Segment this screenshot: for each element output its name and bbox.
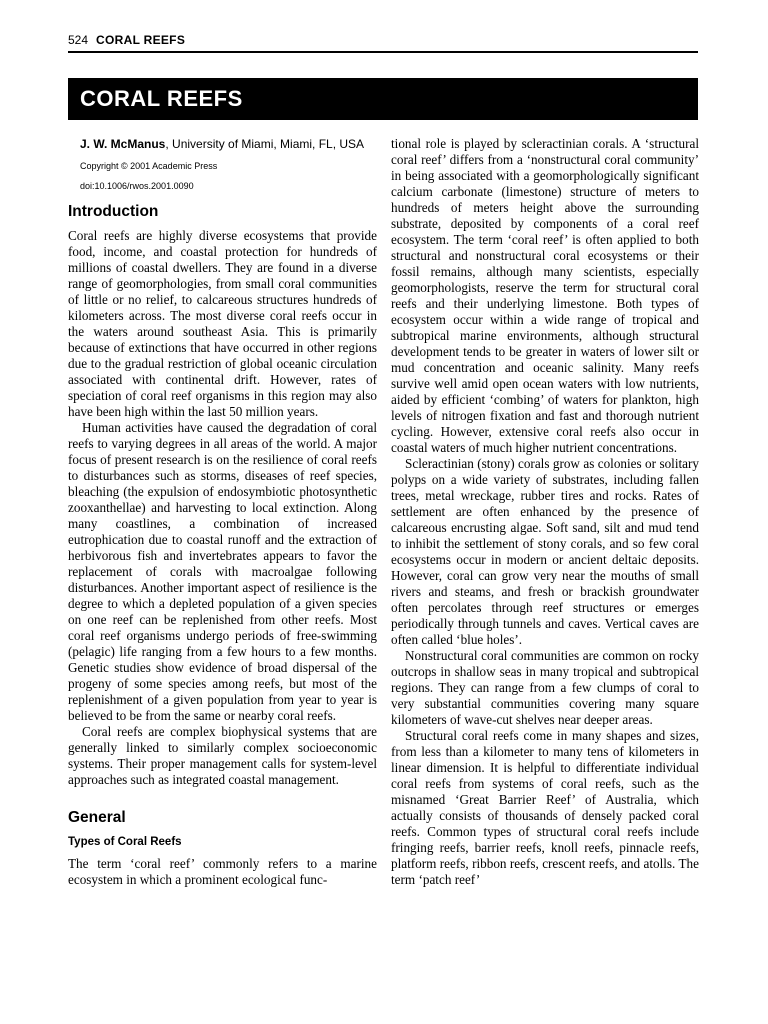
intro-paragraph: Human activities have caused the degradation of coral reefs to varying degrees in all areas of the world. A major focus of present research is on the resilience of coral reefs to disturbances such as storms, diseases of reef species, bleaching (the expulsion of endosymbiotic photosynthetic zooxanthellae) and harvesting to local extinction. Along many coastlines, a combination of increased eutrophication due to coastal runoff and the extraction of herbivorous fish and invertebrates appears to favor the replacement of corals with macroalgae following disturbances. Another important aspect of resilience is the degree to which a depleted population of a given species on one reef can be replenished from other reefs. Most coral reef organisms undergo periods of free-swimming (pelagic) life ranging from a few hours to a few months. Genetic studies show evidence of broad dispersal of the progeny of some species among reefs, but most of the replenishment of a given population from year to year is believed to be from the same or nearby coral reefs. xyxy=(68,420,377,723)
intro-paragraph: Coral reefs are highly diverse ecosystems that provide food, income, and coastal protection for hundreds of millions of coastal dwellers. They are found in a diverse range of geomorphologies, from small coral communities of little or no relief, to calcareous structures hundreds of kilometers across. The most diverse coral reefs occur in the waters around southeast Asia. This is primarily because of extinctions that have occurred in other regions due to the gradual restriction of global oceanic circulation associated with continental drift. However, rates of speciation of coral reef organisms in this region may also have been high within the last 50 million years. xyxy=(68,228,377,419)
general-paragraph: Structural coral reefs come in many shapes and sizes, from less than a kilometer to many tens of kilometers in linear dimension. It is helpful to differentiate individual coral reefs from systems of coral reefs, such as the misnamed ‘Great Barrier Reef’ of Australia, which actually consists of thousands of densely packed coral reefs. Common types of structural coral reefs include fringing reefs, barrier reefs, knoll reefs, pinnacle reefs, platform reefs, ribbon reefs, crescent reefs, and atolls. The term ‘patch reef’ xyxy=(391,728,699,887)
intro-paragraph: Coral reefs are complex biophysical systems that are generally linked to similarly complex socioeconomic systems. Their proper management calls for system-level approaches such as integrated coastal management. xyxy=(68,724,377,787)
right-column xyxy=(391,136,699,888)
general-paragraph: Nonstructural coral communities are common on rocky outcrops in shallow seas in many tropical and subtropical regions. They can range from a few clumps of coral to very substantial communities covering many square kilometers of wave-cut shelves near deeper areas. xyxy=(391,648,699,727)
header-rule xyxy=(68,51,698,53)
running-title: CORAL REEFS xyxy=(96,33,186,47)
doi-line: doi:10.1006/rwos.2001.0090 xyxy=(80,181,194,191)
copyright-line: Copyright © 2001 Academic Press xyxy=(80,161,218,171)
author-line xyxy=(80,136,377,152)
left-column xyxy=(68,136,377,888)
page-number: 524 xyxy=(68,33,89,47)
section-heading-introduction: Introduction xyxy=(68,203,159,220)
author-affiliation: , University of Miami, Miami, FL, USA xyxy=(165,137,365,151)
section-heading-general: General xyxy=(68,809,126,826)
general-paragraph: Scleractinian (stony) corals grow as colonies or solitary polyps on a wide variety of substrates, including fallen trees, metal wreckage, rubber tires and rocks. Rates of settlement are often enhanced by the presence of calcareous encrusting algae. Soft sand, silt and mud tend to inhibit the settlement of stony corals, and so few coral ecosystems occur in modern or ancient deltaic deposits. However, coral can grow very near the mouths of small rivers and steams, and fresh or brackish groundwater often percolates through reef structures or emerges periodically through tunnels and caves. Vertical caves are often called ‘blue holes’. xyxy=(391,456,699,647)
general-paragraph: The term ‘coral reef’ commonly refers to a marine ecosystem in which a prominent ecological func- xyxy=(68,856,377,887)
article-title-banner xyxy=(68,78,698,120)
general-paragraph: tional role is played by scleractinian corals. A ‘structural coral reef’ differs from a ‘nonstructural coral community’ in being associated with a geomorphologically significant calcium carbonate (limestone) structure of meters to hundreds of meters height above the surrounding substrate, deposited by components of a coral reef ecosystem. The term ‘coral reef’ is often applied to both structural and nonstructural coral ecosystems or their fossil remains, although many scientists, especially geomorphologists, reserve the term for structural coral reefs and their underlying limestone. Both types of ecosystem occur within a wide range of tropical and subtropical marine environments, although structural development tends to be greater in waters of lower silt or mud concentration and oceanic salinity. Many reefs survive well amid open ocean waters with low nutrients, aided by efficient ‘combing’ of waters for plankton, high levels of nitrogen fixation and fast and thorough nutrient cycling. However, extensive coral reefs also occur in coastal waters of much higher nutrient concentrations. xyxy=(391,136,699,455)
article-title: CORAL REEFS xyxy=(80,86,243,111)
subsection-heading-types: Types of Coral Reefs xyxy=(68,836,182,848)
running-head xyxy=(68,33,698,47)
author-name: J. W. McManus xyxy=(80,137,166,151)
